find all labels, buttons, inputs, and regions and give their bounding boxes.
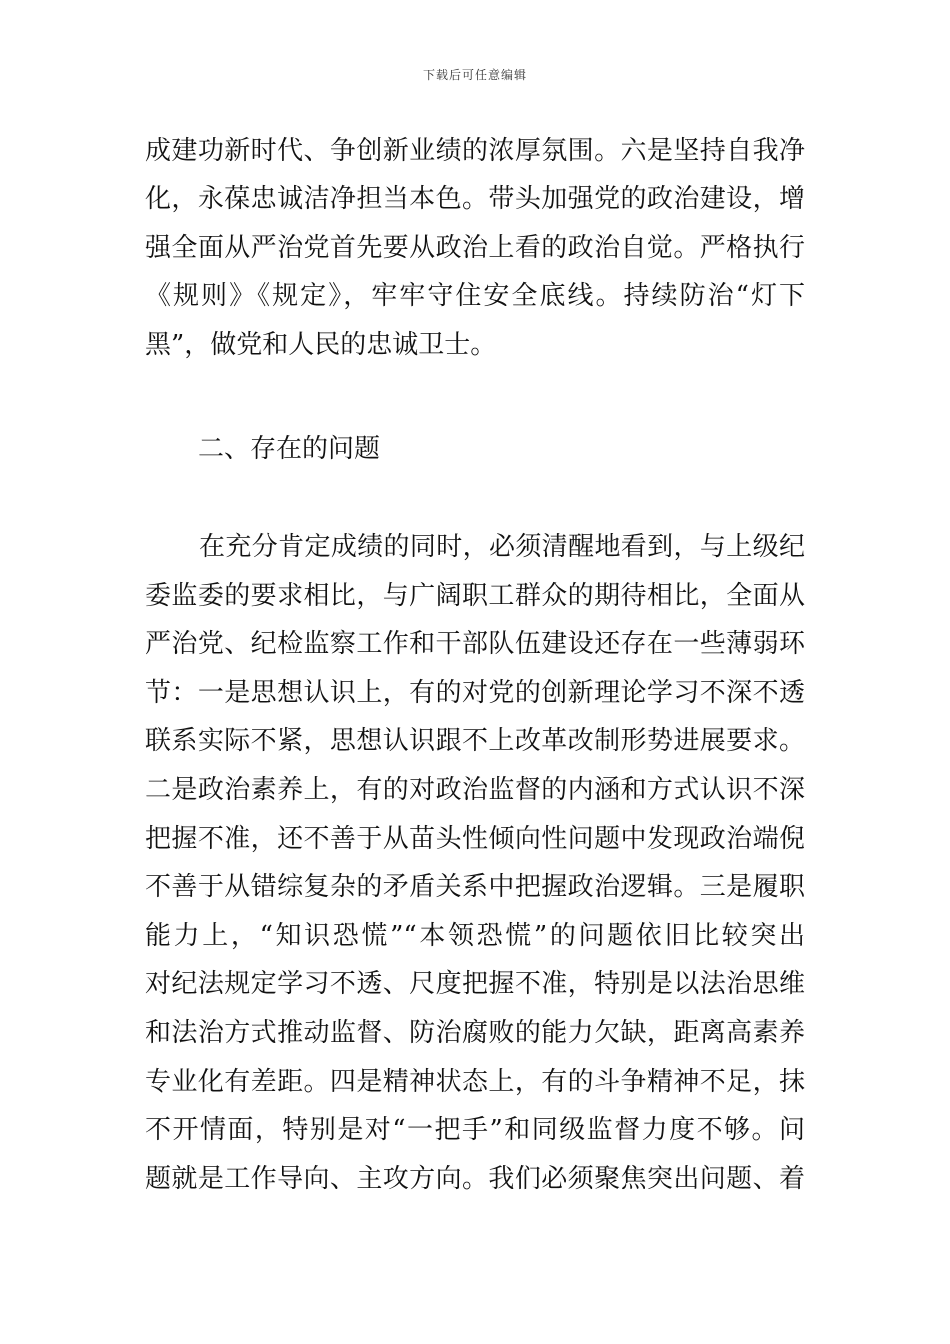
text-line: 委监委的要求相比，与广阔职工群众的期待相比，全面从 [145,580,805,611]
text-line: 《规则》《规定》，牢牢守住安全底线。持续防治“灯下 [145,281,805,312]
text-line: 把握不准，还不善于从苗头性倾向性问题中发现政治端倪 [145,823,805,854]
paragraph-continued [145,127,805,369]
text-line: 能力上，“知识恐慌”“本领恐慌”的问题依旧比较突出 [145,920,805,951]
text-line: 对纪法规定学习不透、尺度把握不准，特别是以法治思维 [145,969,805,1000]
text-line: 不开情面，特别是对“一把手”和同级监督力度不够。问 [145,1115,805,1146]
text-line: 成建功新时代、争创新业绩的浓厚氛围。六是坚持自我净 [145,136,805,166]
text-line: 联系实际不紧，思想认识跟不上改革改制形势进展要求。 [145,726,805,757]
page-header: 下载后可任意编辑 [422,68,527,82]
text-line: 专业化有差距。四是精神状态上，有的斗争精神不足，抹 [145,1066,805,1097]
text-line: 题就是工作导向、主攻方向。我们必须聚焦突出问题、着 [145,1163,805,1194]
text-line: 和法治方式推动监督、防治腐败的能力欠缺，距离高素养 [145,1017,805,1048]
text-line: 强全面从严治党首先要从政治上看的政治自觉。严格执行 [145,232,805,263]
text-line: 化，永葆忠诚洁净担当本色。带头加强党的政治建设，增 [145,184,805,215]
section-heading: 二、存在的问题 [198,434,381,464]
text-line: 严治党、纪检监察工作和干部队伍建设还存在一些薄弱环 [145,629,805,660]
text-line: 在充分肯定成绩的同时，必须清醒地看到，与上级纪 [199,532,805,562]
text-line: 二是政治素养上，有的对政治监督的内涵和方式认识不深 [145,774,805,805]
paragraph-problems [145,523,805,1203]
text-line: 黑”，做党和人民的忠诚卫士。 [145,329,497,360]
text-line: 节：一是思想认识上，有的对党的创新理论学习不深不透 [145,677,805,708]
text-line: 不善于从错综复杂的矛盾关系中把握政治逻辑。三是履职 [145,872,805,903]
